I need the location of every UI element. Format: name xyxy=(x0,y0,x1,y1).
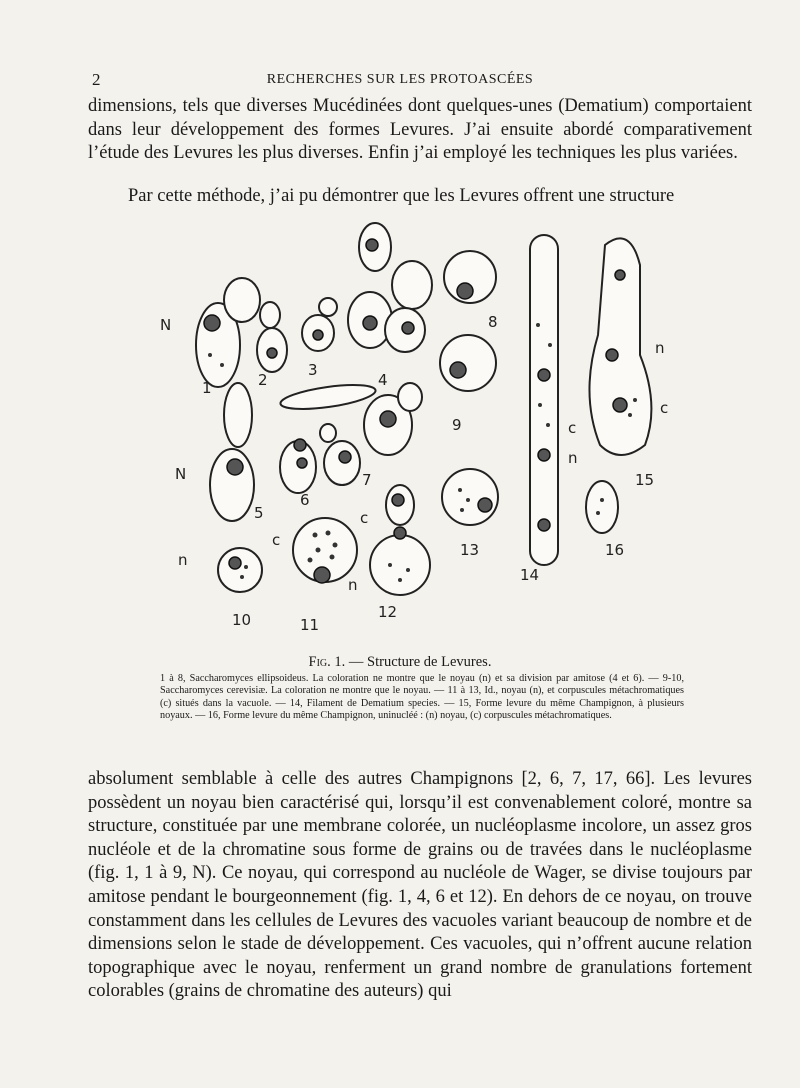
label-c-10: c xyxy=(272,531,281,549)
label-c-14: c xyxy=(568,419,577,437)
label-N-1: N xyxy=(160,316,172,334)
label-n-10: n xyxy=(178,551,188,569)
label-n-15: n xyxy=(655,339,665,357)
label-c-11: c xyxy=(360,509,369,527)
cell-5 xyxy=(210,383,254,521)
label-c-15: c xyxy=(660,399,669,417)
figure-caption xyxy=(0,654,800,671)
label-6: 6 xyxy=(300,491,310,509)
label-16: 16 xyxy=(605,541,625,559)
cell-4 xyxy=(348,223,432,352)
label-1: 1 xyxy=(202,379,212,397)
cell-3 xyxy=(302,298,337,351)
label-4: 4 xyxy=(378,371,388,389)
label-10: 10 xyxy=(232,611,252,629)
paragraph-3: absolument semblable à celle des autres Champignons [2, 6, 7, 17, 66]. Les levures possèdent un noyau bien caractérisé qui, lorsqu’il est convenablement coloré, montre sa structure, constituée par une membrane colorée, un nucléoplasme incolore, un assez gros nucléole et de la chromatine sous forme de grains ou de travées dans le nucléoplasme (fig. 1, 1 à 9, N). Ce noyau, qui correspond au nucléole de Wager, se divise toujours par amitose pendant le bourgeonnement (fig. 1, 4, 6 et 12). En dehors de ce noyau, on trouve constamment dans les cellules de Levures des vacuoles variant beaucoup de nombre et de dimensions selon le stade de développement. Ces vacuoles, qui n’offrent aucune relation topographique avec le noyau, renferment un grand nombre de granulations fortement colorables (grains de chromatine des auteurs) qui xyxy=(88,769,752,1002)
cell-2 xyxy=(257,302,287,372)
label-12: 12 xyxy=(378,603,398,621)
figure-legend: 1 à 8, Saccharomyces ellipsoideus. La coloration ne montre que le noyau (n) et sa division par amitose (4 et 6). — 9-10, Saccharomyces cerevisiæ. La coloration ne montre que le noyau. — 11 à 13, Id., noyau (n), et corpuscules métachromatiques (c) situés dans la vacuole. — 14, Filament de Dematium species. — 15, Forme levure du même Champignon, à plusieurs noyaux. — 16, Forme levure du même Champignon, uninucléé : (n) noyau, (c) corpuscules métachromatiques. xyxy=(160,673,684,722)
running-head: RECHERCHES SUR LES PROTOASCÉES xyxy=(266,72,534,87)
yeast-illustration xyxy=(150,205,680,645)
page-number: 2 xyxy=(92,70,101,89)
label-2: 2 xyxy=(258,371,268,389)
filament-14 xyxy=(530,235,558,565)
cell-13 xyxy=(442,469,498,525)
cell-16 xyxy=(586,481,618,533)
label-13: 13 xyxy=(460,541,480,559)
label-n-11: n xyxy=(348,576,358,594)
figure-number: Fig. 1. xyxy=(308,654,346,670)
yeast-figure xyxy=(150,205,680,645)
label-n-14: n xyxy=(568,449,578,467)
cell-15 xyxy=(589,238,651,455)
cell-10 xyxy=(218,548,262,592)
label-15: 15 xyxy=(635,471,655,489)
label-3: 3 xyxy=(308,361,318,379)
label-N-5: N xyxy=(175,465,187,483)
paragraph-2: Par cette méthode, j’ai pu démontrer que les Levures offrent une structure xyxy=(128,186,675,206)
cell-1 xyxy=(196,278,260,387)
cell-12 xyxy=(370,485,430,595)
paragraph-1: dimensions, tels que diverses Mucédinées dont quelques-unes (Dematium) comportaient dans leur développement des formes Levures. J’ai ensuite abordé comparativement l’étude des Levures les plus diverses. Enfin j’ai employé les techniques les plus variées. xyxy=(88,96,752,164)
label-14: 14 xyxy=(520,566,540,584)
label-11: 11 xyxy=(300,616,320,634)
label-5: 5 xyxy=(254,504,264,522)
label-8: 8 xyxy=(488,313,498,331)
cell-11 xyxy=(293,518,357,583)
label-9: 9 xyxy=(452,416,462,434)
label-7: 7 xyxy=(362,471,372,489)
figure-caption-title: — Structure de Levures. xyxy=(348,654,492,670)
